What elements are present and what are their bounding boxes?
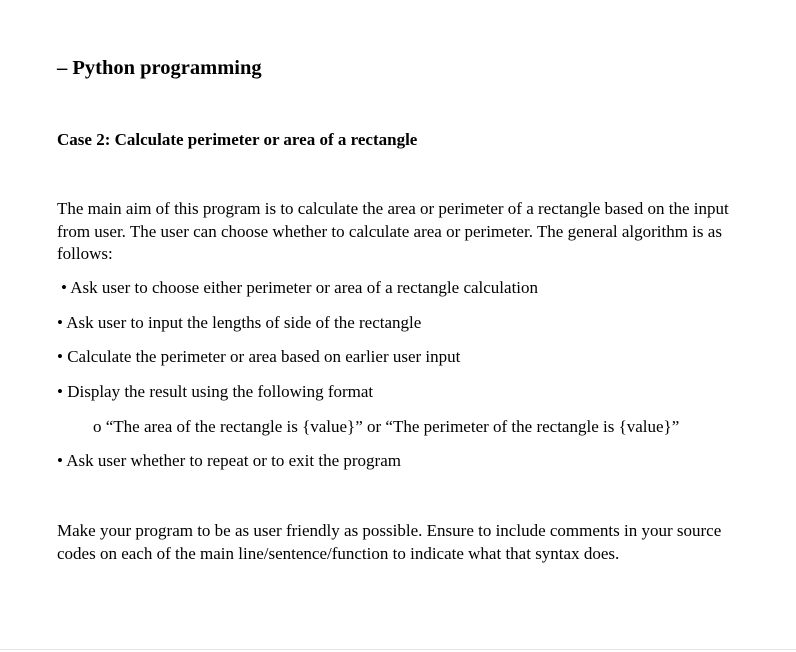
closing-paragraph: Make your program to be as user friendly as possible. Ensure to include comments in your source codes on each of the main line/sentence/function to indicate what that syntax does. <box>57 521 722 563</box>
bullet-input-lengths: • Ask user to input the lengths of side of the rectangle <box>57 313 422 332</box>
sub-bullet-output-format: o “The area of the rectangle is {value}” or “The perimeter of the rectangle is {value}” <box>93 417 680 436</box>
bullet-display-result: • Display the result using the following format <box>57 382 374 401</box>
bullet-repeat-or-exit: • Ask user whether to repeat or to exit the program <box>57 451 401 470</box>
case-title: Case 2: Calculate perimeter or area of a rectangle <box>57 130 418 149</box>
document-heading: – Python programming <box>57 57 262 79</box>
bullet-choose-calculation: • Ask user to choose either perimeter or area of a rectangle calculation <box>61 278 539 297</box>
intro-paragraph: The main aim of this program is to calculate the area or perimeter of a rectangle based on the input from user. The user can choose whether to calculate area or perimeter. The general algorithm is as follows: <box>57 199 729 263</box>
bullet-calculate: • Calculate the perimeter or area based on earlier user input <box>57 347 461 366</box>
page-bottom-divider <box>0 649 796 650</box>
